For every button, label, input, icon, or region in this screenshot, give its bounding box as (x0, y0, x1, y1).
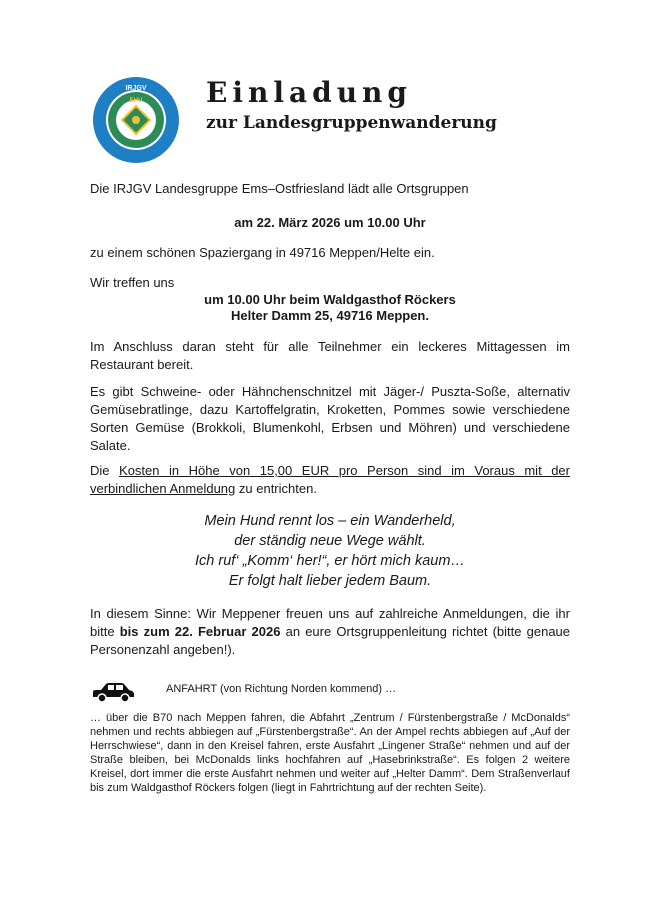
meet-intro: Wir treffen uns (90, 275, 175, 290)
car-icon (90, 680, 136, 704)
menu-text: Es gibt Schweine- oder Hähnchenschnitzel mit Jäger-/ Puszta-Soße, alternativ Gemüsebratlinge, dazu Kartoffelgratin, Kroketten, Pommes sowie verschiedene Sorten Gemüse (Brokkoli, Blumenkohl, Erbsen und Möhren) und verschiedene Salate. (90, 384, 570, 453)
meet-address: Helter Damm 25, 49716 Meppen. (231, 308, 429, 323)
walk-text: zu einem schönen Spaziergang in 49716 Meppen/Helte ein. (90, 245, 435, 260)
lunch-text: Im Anschluss daran steht für alle Teilnehmer ein leckeres Mittagessen im Restaurant bereit. (90, 339, 570, 372)
intro-text: Die IRJGV Landesgruppe Ems–Ostfriesland lädt alle Ortsgruppen (90, 181, 469, 196)
logo-center-text: EHU (129, 98, 143, 104)
anfahrt-label: ANFAHRT (von Richtung Norden kommend) … (166, 683, 397, 695)
event-date: am 22. März 2026 um 10.00 Uhr (234, 215, 426, 230)
cost-suffix: zu entrichten. (235, 481, 317, 496)
cost-prefix: Die (90, 463, 120, 478)
directions-text: … über die B70 nach Meppen fahren, die Abfahrt „Zentrum / Fürstenbergstraße / McDonalds“ nehmen und rechts abbiegen auf „Fürstenbergstraße“. An der Ampel rechts abbiegen auf „Auf der Herrschwiese“, dann in den Kreisel fahren, erste Ausfahrt „Lingener Straße“ nehmen und auf der Straße bleiben, bei McDonalds links hochfahren auf „Hasebrinkstraße“. Es folgen 2 weitere Kreisel, dort immer die erste Ausfahrt nehmen und weiter auf „Helter Damm“. Dem Straßenverlauf bis zum Waldgasthof Röckers folgen (liegt in Fahrtrichtung auf der rechten Seite). (90, 712, 570, 794)
meet-time: um 10.00 Uhr beim Waldgasthof Röckers (204, 292, 456, 307)
cost-underlined: Kosten in Höhe von 15,00 EUR pro Person sind im Voraus mit der verbindlichen Anmeldung (90, 463, 570, 496)
poem-line: Ich ruf‘ „Komm‘ her!“, er hört mich kaum… (195, 553, 465, 569)
logo-top-text: IRJGV (125, 85, 147, 92)
page-subtitle: zur Landesgruppenwanderung (206, 113, 497, 133)
poem-line: der ständig neue Wege wählt. (234, 533, 426, 549)
closing-part2: an eure Ortsgruppenleitung richtet (bitte genaue Personenzahl angeben!). (90, 624, 571, 657)
poem (90, 511, 570, 591)
closing-part1: In diesem Sinne: Wir Meppener freuen uns auf zahlreiche Anmeldungen, die ihr bitte (90, 606, 570, 639)
poem-line: Er folgt halt lieber jedem Baum. (228, 573, 432, 589)
cost-text (90, 462, 570, 498)
irjgv-ehu-logo (92, 76, 180, 164)
closing-text (90, 605, 570, 659)
page-title: Einladung (206, 76, 412, 109)
poem-line: Mein Hund rennt los – ein Wanderheld, (204, 513, 456, 529)
registration-deadline: bis zum 22. Februar 2026 (119, 624, 281, 639)
